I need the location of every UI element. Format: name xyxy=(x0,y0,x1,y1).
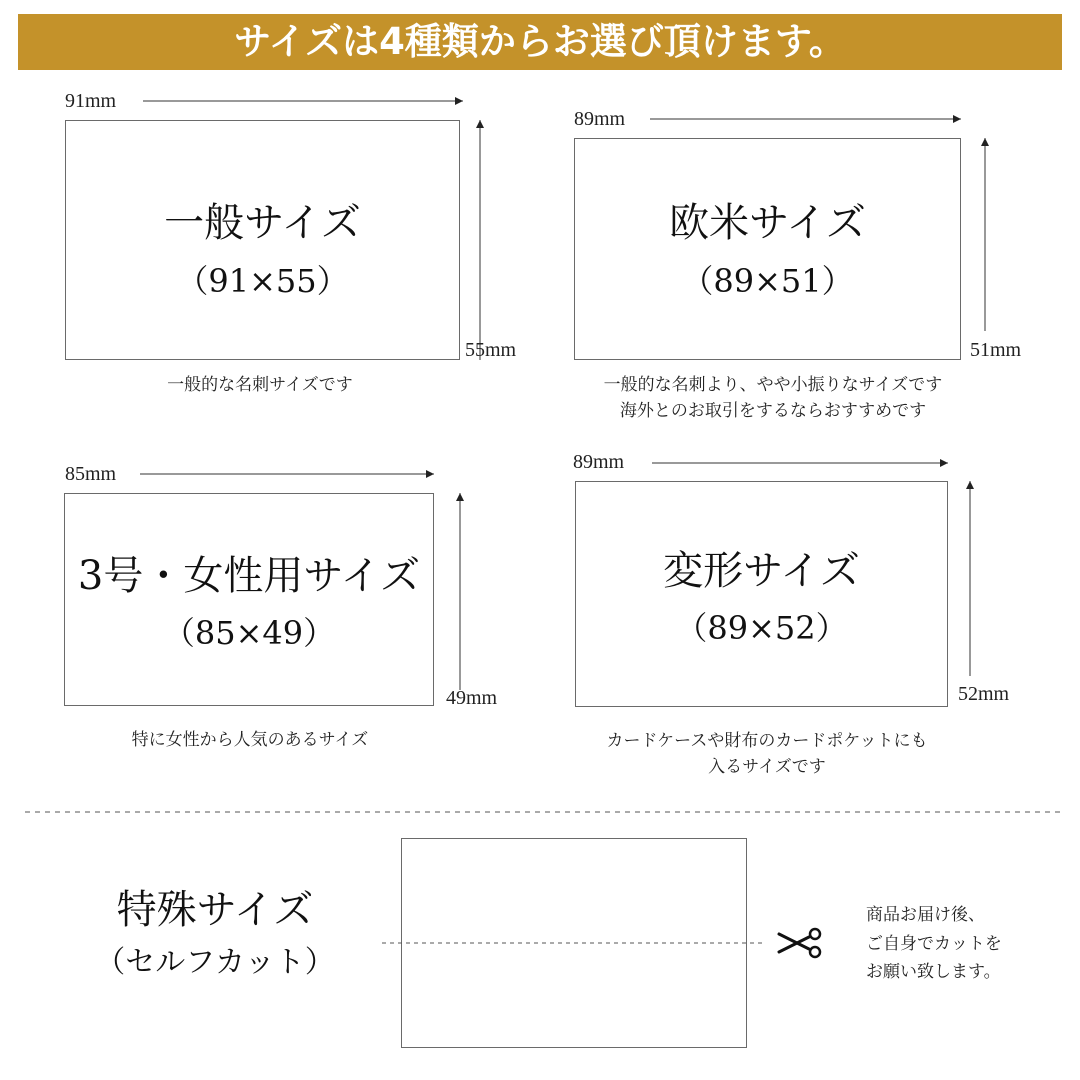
size-name: 一般サイズ xyxy=(164,200,361,246)
height-label-western: 51mm xyxy=(970,339,1022,361)
size-dims: （85×49） xyxy=(162,614,336,652)
special-size-title: 特殊サイズ xyxy=(116,887,314,933)
caption-line: 特に女性から人気のあるサイズ xyxy=(131,730,369,750)
caption-line: カードケースや財布のカードポケットにも xyxy=(606,731,928,751)
size-dims: （89×51） xyxy=(681,262,854,300)
height-label-women: 49mm xyxy=(446,687,498,709)
note-line: お願い致します。 xyxy=(866,962,1001,982)
size-dims: （91×55） xyxy=(176,262,349,300)
header-title: サイズは4種類からお選び頂けます。 xyxy=(234,20,846,63)
caption-line: 一般的な名刺サイズです xyxy=(167,375,353,395)
scissors-icon xyxy=(779,929,820,957)
size-dims: （89×52） xyxy=(675,609,848,647)
special-size-subtitle: （セルフカット） xyxy=(95,945,335,980)
width-label-variant: 89mm xyxy=(573,451,625,473)
size-name: 変形サイズ xyxy=(663,548,860,594)
size-name: 欧米サイズ xyxy=(669,200,866,246)
height-label-general: 55mm xyxy=(465,339,517,361)
caption-line: 入るサイズです xyxy=(708,757,826,777)
note-line: 商品お届け後、 xyxy=(866,905,985,925)
caption-line: 海外とのお取引をするならおすすめです xyxy=(619,401,927,421)
self-cut-note xyxy=(866,901,1002,987)
caption-line: 一般的な名刺より、やや小振りなサイズです xyxy=(603,375,943,395)
height-label-variant: 52mm xyxy=(958,683,1010,705)
width-label-general: 91mm xyxy=(65,90,117,112)
width-label-western: 89mm xyxy=(574,108,626,130)
width-label-women: 85mm xyxy=(65,463,117,485)
note-line: ご自身でカットを xyxy=(866,933,1002,954)
size-name: 3号・女性用サイズ xyxy=(77,553,421,599)
